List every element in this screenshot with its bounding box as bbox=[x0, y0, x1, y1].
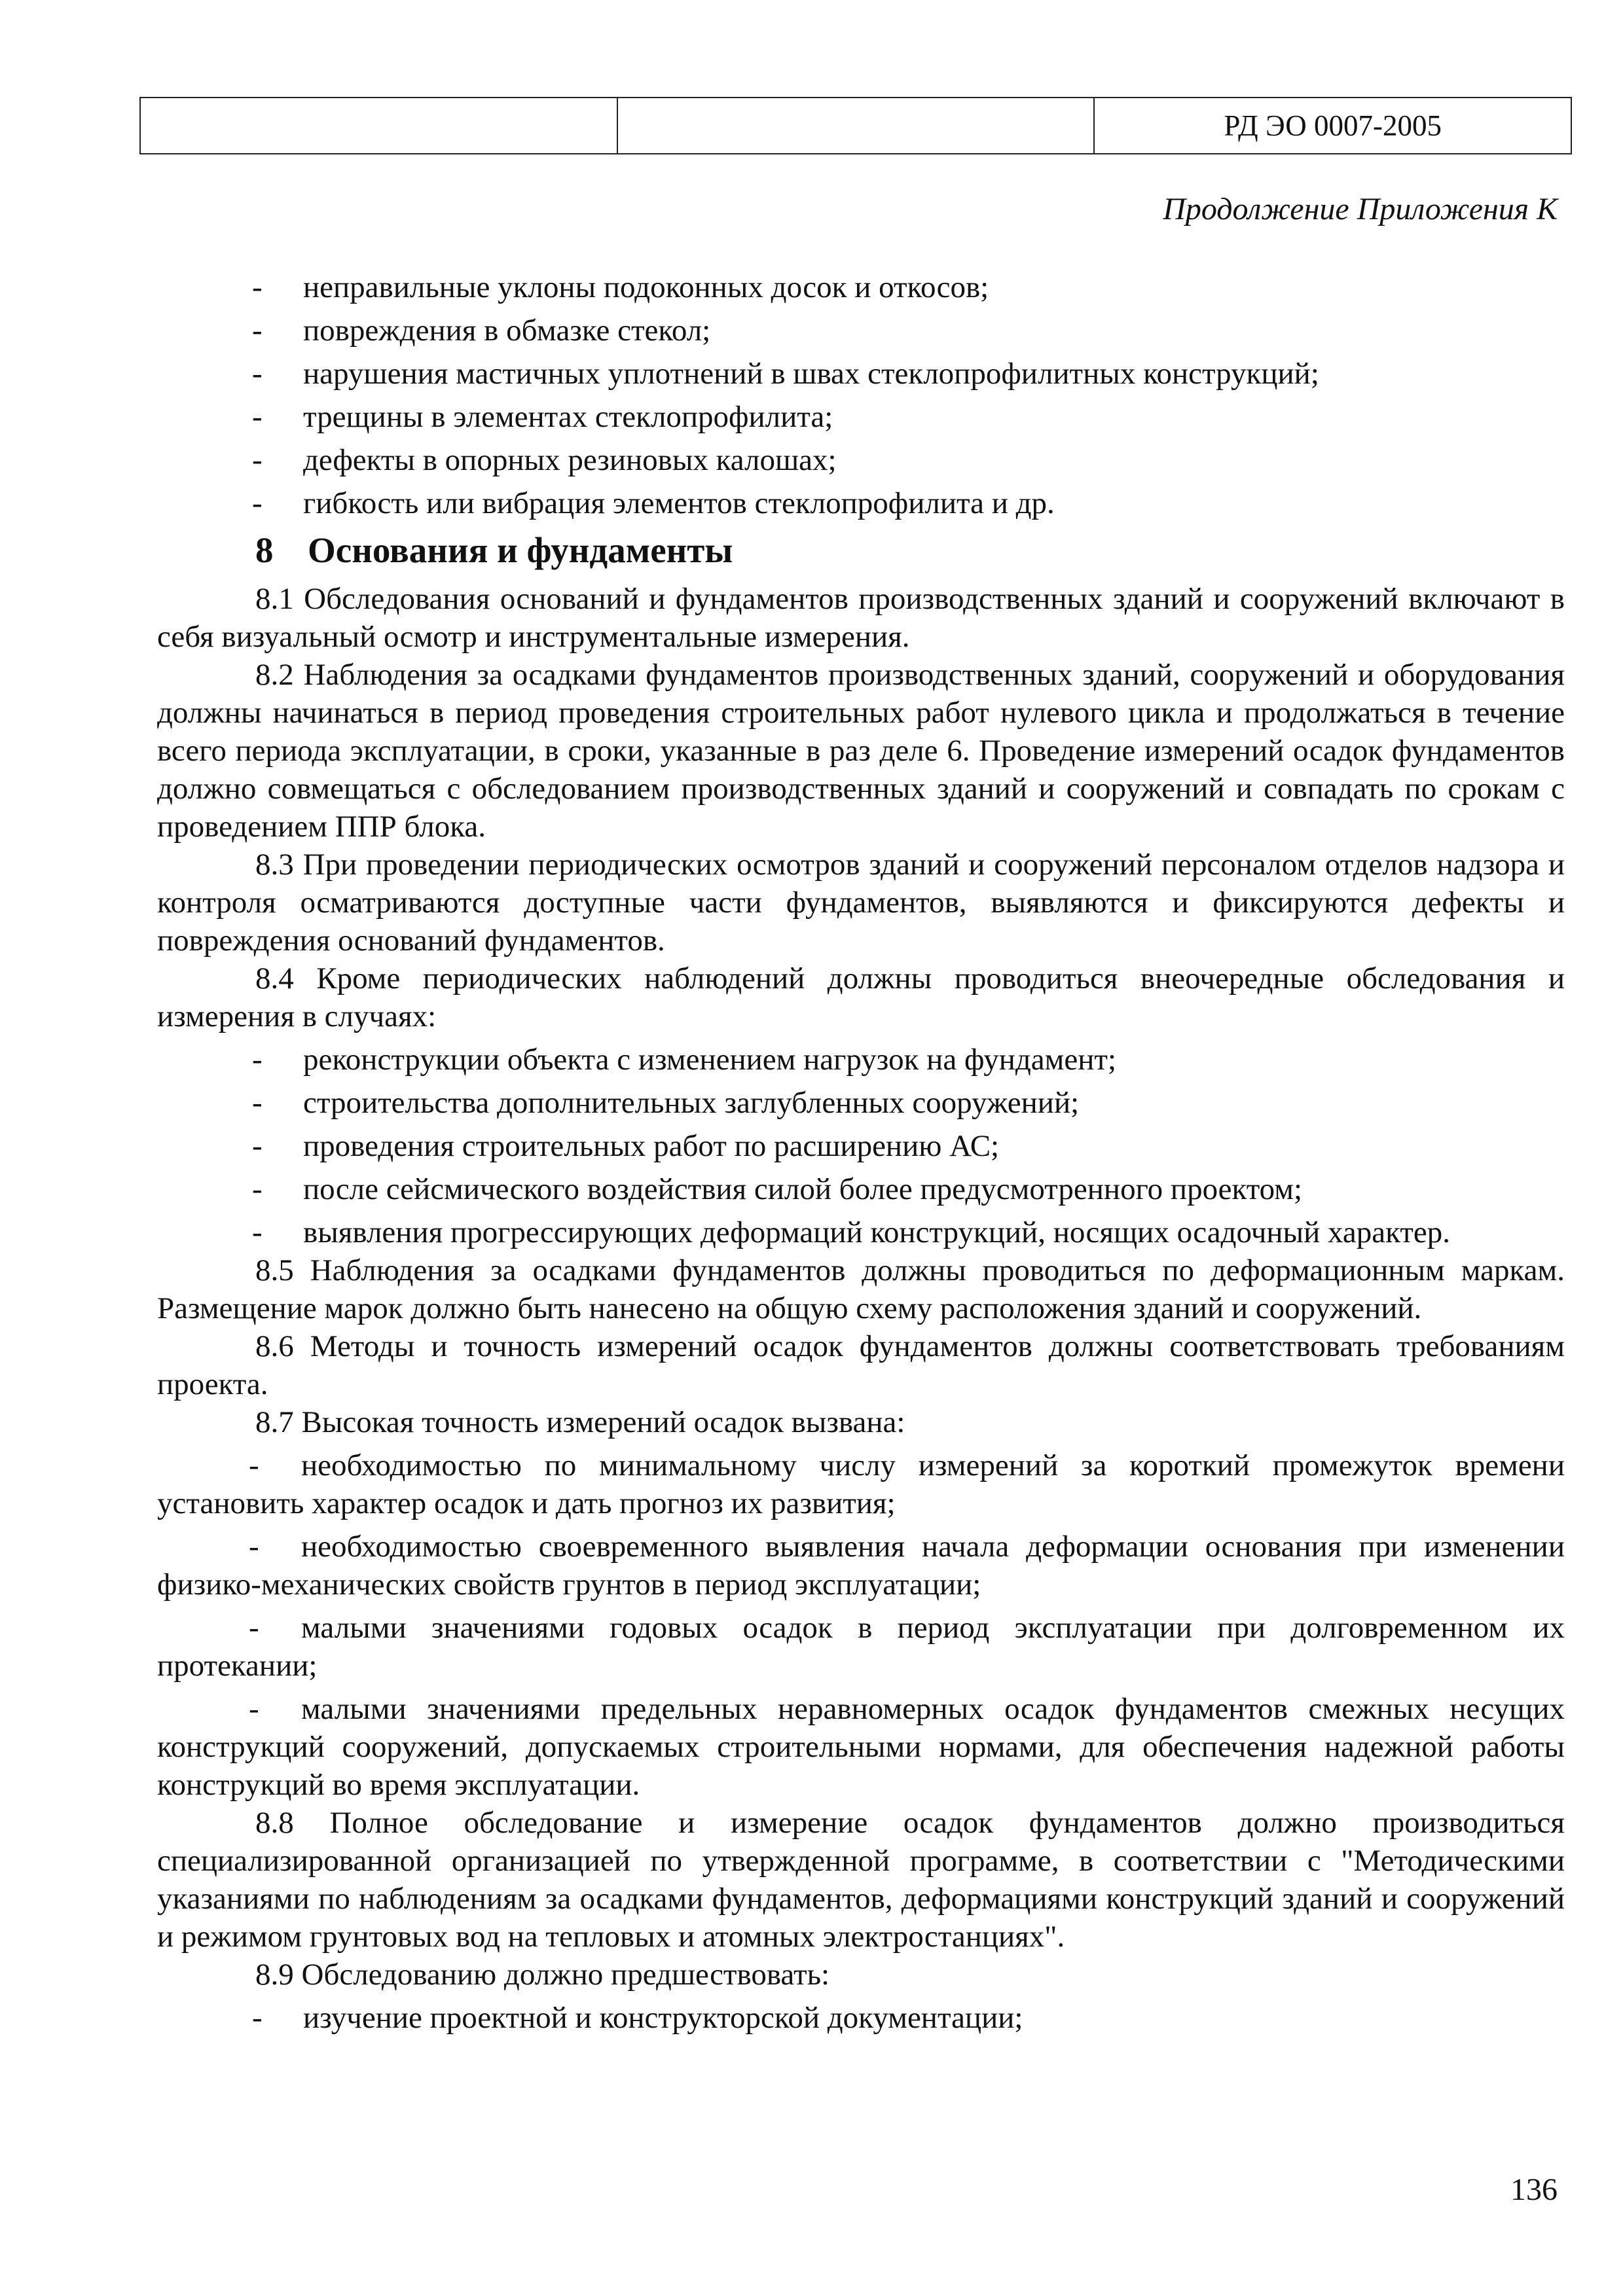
list-item bbox=[157, 441, 1565, 479]
list-item-text: выявления прогрессирующих деформаций конструкций, носящих осадочный характер. bbox=[303, 1215, 1450, 1249]
paragraph-8-5: 8.5 Наблюдения за осадками фундаментов должны проводиться по деформационным маркам. Размещение марок должно быть нанесено на общую схему расположения зданий и сооружений. bbox=[157, 1253, 1565, 1325]
dash-marker: - bbox=[252, 270, 263, 304]
page-number: 136 bbox=[1510, 2172, 1558, 2207]
dash-marker: - bbox=[252, 443, 263, 477]
list-item bbox=[157, 1528, 1565, 1604]
dash-marker: - bbox=[249, 1448, 259, 1482]
paragraph-8-4: 8.4 Кроме периодических наблюдений должны проводиться внеочередные обследования и измерения в случаях: bbox=[157, 961, 1565, 1033]
section-title: Основания и фундаменты bbox=[308, 530, 733, 570]
list-item bbox=[157, 1127, 1565, 1165]
list-8-4 bbox=[157, 1041, 1565, 1251]
list-item-text: нарушения мастичных уплотнений в швах стеклопрофилитных конструкций; bbox=[303, 357, 1319, 391]
list-item bbox=[157, 1084, 1565, 1122]
dash-marker: - bbox=[249, 1611, 259, 1645]
dash-marker: - bbox=[249, 1692, 259, 1726]
list-item bbox=[157, 398, 1565, 436]
list-item-text: гибкость или вибрация элементов стеклопрофилита и др. bbox=[303, 486, 1055, 520]
paragraph-8-1: 8.1 Обследования оснований и фундаментов производственных зданий и сооружений включают в себя визуальный осмотр и инструментальные измерения. bbox=[157, 582, 1565, 654]
list-item-text: изучение проектной и конструкторской документации; bbox=[303, 2001, 1023, 2035]
list-item-text: повреждения в обмазке стекол; bbox=[303, 314, 711, 348]
dash-marker: - bbox=[252, 314, 263, 348]
list-item-text: дефекты в опорных резиновых калошах; bbox=[303, 443, 837, 477]
dash-marker: - bbox=[252, 357, 263, 391]
dash-marker: - bbox=[252, 1172, 263, 1206]
paragraph-8-9: 8.9 Обследованию должно предшествовать: bbox=[255, 1958, 830, 1992]
header-table bbox=[139, 97, 1572, 154]
list-item bbox=[157, 1999, 1565, 2037]
list-item-text: трещины в элементах стеклопрофилита; bbox=[303, 400, 833, 434]
header-cell-2 bbox=[617, 98, 1095, 154]
paragraph-8-2: 8.2 Наблюдения за осадками фундаментов производственных зданий, сооружений и оборудования должны начинаться в период проведения строительных работ нулевого цикла и продолжаться в течение всего периода эксплуатации, в сроки, указанные в раз деле 6. Проведение измерений осадок фундаментов должно совмещаться с обследованием производственных зданий и сооружений и совпадать по срокам с проведением ППР блока. bbox=[157, 658, 1565, 844]
dash-marker: - bbox=[252, 1086, 263, 1120]
dash-marker: - bbox=[252, 486, 263, 520]
list-8-7 bbox=[157, 1446, 1565, 1804]
list-item-text: неправильные уклоны подоконных досок и откосов; bbox=[303, 270, 989, 304]
dash-marker: - bbox=[252, 400, 263, 434]
list-top bbox=[157, 268, 1565, 522]
list-item-text: реконструкции объекта с изменением нагрузок на фундамент; bbox=[303, 1043, 1117, 1077]
paragraph-8-7: 8.7 Высокая точность измерений осадок вызвана: bbox=[255, 1405, 905, 1439]
list-item-text: проведения строительных работ по расширению АС; bbox=[303, 1129, 1000, 1163]
document-code: РД ЭО 0007-2005 bbox=[1094, 98, 1571, 154]
page-content bbox=[157, 268, 1565, 2042]
list-item-text: малыми значениями годовых осадок в период эксплуатации при долговременном их протекании; bbox=[157, 1611, 1565, 1683]
dash-marker: - bbox=[249, 1530, 259, 1564]
dash-marker: - bbox=[252, 1043, 263, 1077]
list-item-text: строительства дополнительных заглубленных сооружений; bbox=[303, 1086, 1080, 1120]
list-item bbox=[157, 312, 1565, 350]
dash-marker: - bbox=[252, 2001, 263, 2035]
paragraph-8-6: 8.6 Методы и точность измерений осадок фундаментов должны соответствовать требованиям проекта. bbox=[157, 1329, 1565, 1401]
dash-marker: - bbox=[252, 1129, 263, 1163]
continuation-label: Продолжение Приложения К bbox=[1163, 192, 1558, 226]
paragraph-8-8: 8.8 Полное обследование и измерение осадок фундаментов должно производиться специализированной организацией по утвержденной программе, в соответствии с "Методическими указаниями по наблюдениям за осадками фундаментов, деформациями конструкций зданий и сооружений и режимом грунтовых вод на тепловых и атомных электростанциях". bbox=[157, 1806, 1565, 1954]
list-item bbox=[157, 1446, 1565, 1522]
list-item bbox=[157, 1690, 1565, 1804]
list-item bbox=[157, 268, 1565, 306]
dash-marker: - bbox=[252, 1215, 263, 1249]
list-item-text: после сейсмического воздействия силой более предусмотренного проектом; bbox=[303, 1172, 1303, 1206]
list-item bbox=[157, 1170, 1565, 1208]
section-number: 8 bbox=[255, 530, 274, 570]
list-8-9 bbox=[157, 1999, 1565, 2037]
list-item bbox=[157, 355, 1565, 393]
paragraph-8-3: 8.3 При проведении периодических осмотров зданий и сооружений персоналом отделов надзора и контроля осматриваются доступные части фундаментов, выявляются и фиксируются дефекты и повреждения оснований фундаментов. bbox=[157, 848, 1565, 958]
header-cell-1 bbox=[140, 98, 617, 154]
list-item bbox=[157, 1609, 1565, 1685]
list-item-text: необходимостью по минимальному числу измерений за короткий промежуток времени установить характер осадок и дать прогноз их развития; bbox=[157, 1448, 1565, 1520]
list-item-text: необходимостью своевременного выявления начала деформации основания при изменении физико-механических свойств грунтов в период эксплуатации; bbox=[157, 1530, 1565, 1602]
list-item bbox=[157, 1041, 1565, 1079]
list-item bbox=[157, 484, 1565, 522]
section-heading bbox=[255, 531, 1565, 569]
list-item-text: малыми значениями предельных неравномерных осадок фундаментов смежных несущих конструкций сооружений, допускаемых строительными нормами, для обеспечения надежной работы конструкций во время эксплуатации. bbox=[157, 1692, 1565, 1802]
list-item bbox=[157, 1213, 1565, 1251]
